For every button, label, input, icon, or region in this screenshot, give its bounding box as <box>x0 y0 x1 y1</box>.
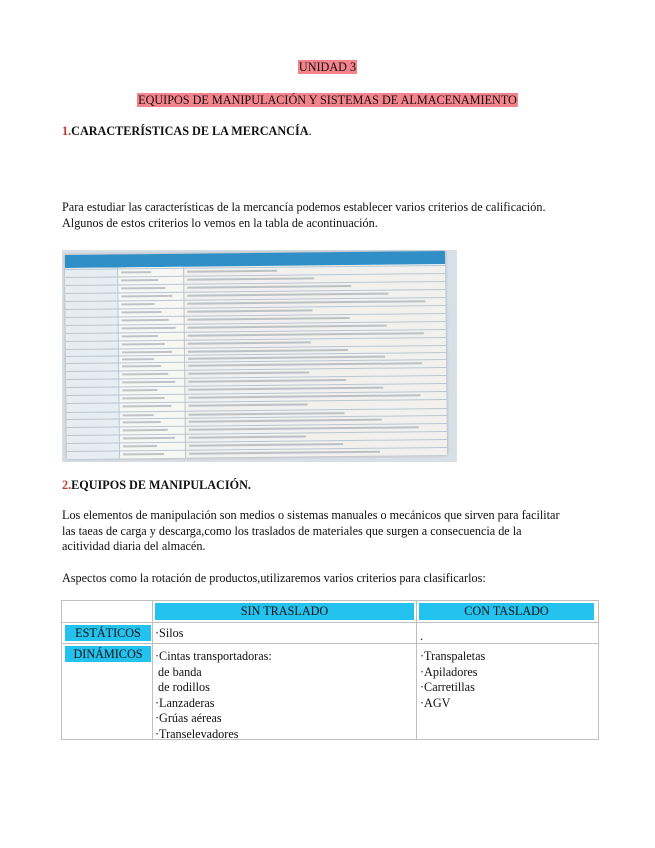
paragraph-line: Los elementos de manipulación son medios o sistemas manuales o mecánicos que sirven para facilitar <box>62 508 560 522</box>
photo-text-smudge <box>121 303 154 305</box>
list-item: de rodillos <box>155 680 210 694</box>
paragraph-line: las taeas de carga y descarga,como los traslados de materiales que surgen a consecuencia de la <box>62 523 522 538</box>
section-1-title: CARACTERÍSTICAS DE LA MERCANCÍA <box>71 124 309 138</box>
photo-text-smudge <box>189 419 382 423</box>
paragraph-line: Algunos de estos criterios lo vemos en la tabla de acontinuación. <box>62 215 378 230</box>
photo-text-smudge <box>189 426 419 430</box>
section-2-number: 2. <box>62 478 72 492</box>
section-2-heading <box>62 478 251 494</box>
section-1-paragraph <box>62 200 602 231</box>
column-header-con-traslado: CON TASLADO <box>419 603 594 620</box>
photo-text-smudge <box>187 270 277 273</box>
photo-text-smudge <box>188 325 387 329</box>
list-item: ·Apiladores <box>420 664 478 679</box>
chapter-heading <box>0 93 655 109</box>
photo-text-smudge <box>188 309 313 312</box>
photo-text-smudge <box>188 349 348 353</box>
photo-text-smudge <box>187 300 425 304</box>
photo-text-smudge <box>122 335 158 337</box>
photo-text-smudge <box>121 271 151 273</box>
handling-equipment-table <box>61 600 599 740</box>
list-item: ·Cintas transportadoras: <box>155 649 272 663</box>
chapter-title: EQUIPOS DE MANIPULACIÓN Y SISTEMAS DE ALMACENAMIENTO <box>138 93 517 107</box>
unit-label: UNIDAD 3 <box>298 60 357 74</box>
paragraph-line: Para estudiar las características de la mercancía podemos establecer varios criterios de calificación. <box>62 200 546 214</box>
photo-text-smudge <box>189 443 343 447</box>
photo-text-smudge <box>188 371 309 374</box>
photo-text-smudge <box>121 279 158 281</box>
photo-text-smudge <box>122 311 162 313</box>
unit-heading <box>0 60 655 76</box>
section-2-paragraph <box>62 508 602 555</box>
photo-text-smudge <box>189 435 306 438</box>
photo-text-smudge <box>188 394 420 398</box>
table-divider <box>62 643 598 644</box>
photo-text-smudge <box>188 387 383 391</box>
photo-text-smudge <box>187 285 351 289</box>
list-item: ·AGV <box>420 695 451 710</box>
photo-text-smudge <box>188 379 346 383</box>
list-item: ·Carretillas <box>420 680 475 694</box>
table-divider <box>62 622 598 623</box>
photo-text-smudge <box>123 421 161 423</box>
list-item: de banda <box>155 664 202 679</box>
photo-text-smudge <box>189 403 308 406</box>
photo-text-smudge <box>188 341 311 344</box>
column-header-sin-traslado: SIN TRASLADO <box>155 603 414 620</box>
section-1-trailing-dot: . <box>308 124 312 138</box>
photo-text-smudge <box>122 358 154 360</box>
photo-text-smudge <box>188 362 422 366</box>
photo-text-smudge <box>189 412 345 416</box>
photo-text-smudge <box>122 365 161 367</box>
photo-text-smudge <box>187 293 388 297</box>
photo-text-smudge <box>123 445 157 447</box>
cell-estaticos-con-traslado: . <box>420 629 424 643</box>
cell-estaticos-sin-traslado: ·Silos <box>155 626 184 640</box>
cell-dinamicos-con-traslado <box>420 649 485 711</box>
row-header-dinamicos: DINÁMICOS <box>65 646 151 662</box>
list-item: ·Lanzaderas <box>155 695 215 710</box>
cell-dinamicos-sin-traslado <box>155 649 272 742</box>
section-1-heading <box>62 124 312 140</box>
photo-paper <box>65 251 447 459</box>
photo-text-smudge <box>188 317 350 321</box>
section-1-number: 1. <box>62 124 72 138</box>
list-item: ·Transpaletas <box>420 649 486 663</box>
photo-text-smudge <box>188 332 424 336</box>
section-2-paragraph-2: Aspectos como la rotación de productos,utilizaremos varios criterios para clasificarlos: <box>62 571 486 585</box>
criteria-table-photo <box>62 250 457 462</box>
photo-text-smudge <box>123 453 164 455</box>
photo-text-smudge <box>123 414 154 416</box>
photo-text-smudge <box>122 389 157 391</box>
section-2-title: EQUIPOS DE MANIPULACIÓN. <box>71 478 251 492</box>
row-header-estaticos: ESTÁTICOS <box>65 625 151 641</box>
list-item: ·Grúas aéreas <box>155 711 222 725</box>
list-item: ·Transelevadores <box>155 726 239 741</box>
photo-text-smudge <box>187 277 314 280</box>
photo-text-smudge <box>189 451 380 455</box>
paragraph-line: acitividad diaria del almacén. <box>62 539 206 553</box>
